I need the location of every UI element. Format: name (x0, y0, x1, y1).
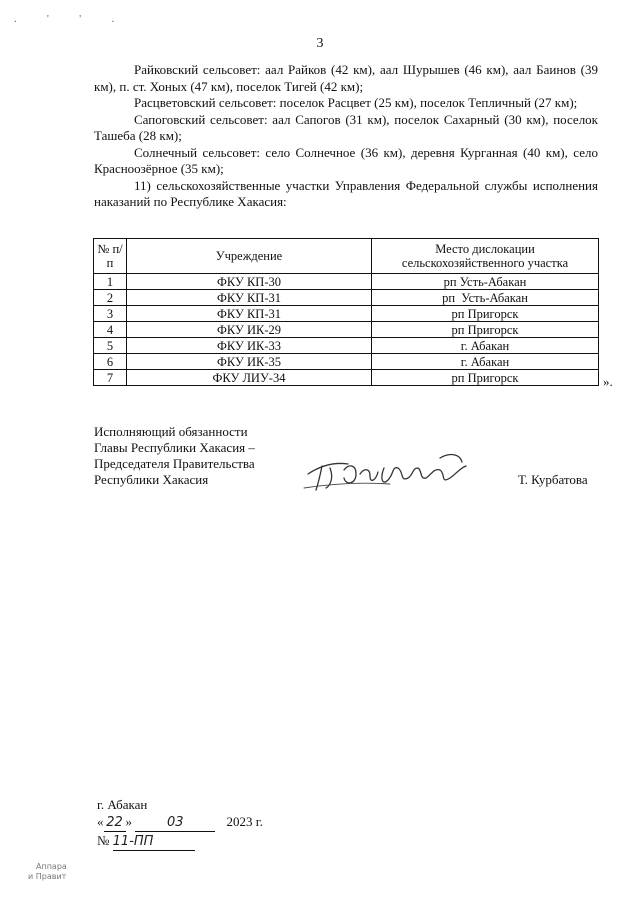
signatory-line: Главы Республики Хакасия – (94, 440, 255, 455)
body-text (94, 62, 598, 211)
cell-location: рп Пригорск (372, 322, 599, 338)
date-year: 2023 г. (226, 814, 263, 829)
table-header-row (94, 239, 599, 274)
cell-number: 5 (94, 338, 127, 354)
signatory-line: Исполняющий обязанности (94, 424, 248, 439)
paragraph: Райковский сельсовет: аал Райков (42 км), аал Шурышев (46 км), аал Баинов (39 км), п. ст. Хоных (47 км), поселок Тигей (42 км); (94, 62, 598, 94)
header-location: Место дислокации сельскохозяйственного участка (372, 239, 599, 274)
signatory-line: Республики Хакасия (94, 472, 209, 487)
cell-institution: ФКУ ИК-35 (127, 354, 372, 370)
handwritten-signature (300, 444, 475, 499)
cell-location: г. Абакан (372, 354, 599, 370)
signatory-line: Председателя Правительства (94, 456, 255, 471)
paragraph: Солнечный сельсовет: село Солнечное (36 км), деревня Курганная (40 км), село Красноозёрное (35 км); (94, 144, 598, 176)
cell-number: 2 (94, 290, 127, 306)
date-month: 03 (135, 814, 215, 832)
table-row (94, 306, 599, 322)
date-close-quote: » (125, 814, 132, 829)
cell-institution: ФКУ ИК-33 (127, 338, 372, 354)
table-row (94, 338, 599, 354)
cell-location: рп Пригорск (372, 306, 599, 322)
place-and-date (97, 796, 263, 851)
date-line (97, 813, 263, 832)
stamp-text (28, 862, 67, 882)
table-row (94, 354, 599, 370)
signatory-title (94, 424, 255, 488)
cell-number: 7 (94, 370, 127, 386)
header-institution: Учреждение (127, 239, 372, 274)
table-row (94, 370, 599, 386)
cell-number: 3 (94, 306, 127, 322)
cell-location: рп Усть-Абакан (372, 274, 599, 290)
header-number: № п/п (94, 239, 127, 274)
paragraph: 11) сельскохозяйственные участки Управления Федеральной службы исполнения наказаний по Республике Хакасия: (94, 177, 598, 209)
cell-location: г. Абакан (372, 338, 599, 354)
cell-location: рп Усть-Абакан (372, 290, 599, 306)
table-row (94, 290, 599, 306)
institutions-table (93, 238, 599, 386)
corner-marks: . ' ' . (14, 14, 129, 25)
closing-quote: ». (603, 374, 613, 389)
number-value: 11-ПП (113, 833, 195, 851)
date-day: 22 (104, 814, 126, 832)
signatory-name: Т. Курбатова (518, 472, 588, 487)
stamp-line: и Правит (28, 872, 67, 881)
paragraph: Сапоговский сельсовет: аал Сапогов (31 км), поселок Сахарный (30 км), поселок Ташеба (28 км); (94, 111, 598, 143)
cell-number: 1 (94, 274, 127, 290)
cell-institution: ФКУ ЛИУ-34 (127, 370, 372, 386)
cell-number: 6 (94, 354, 127, 370)
table-row (94, 274, 599, 290)
page-number: 3 (316, 36, 324, 51)
paragraph: Расцветовский сельсовет: поселок Расцвет (25 км), поселок Тепличный (27 км); (134, 95, 578, 110)
cell-institution: ФКУ КП-31 (127, 306, 372, 322)
cell-location: рп Пригорск (372, 370, 599, 386)
stamp-line: Аппара (36, 862, 67, 871)
number-line (97, 832, 263, 851)
cell-number: 4 (94, 322, 127, 338)
table-row (94, 322, 599, 338)
number-label: № (97, 833, 110, 848)
city-line: г. Абакан (97, 797, 148, 812)
cell-institution: ФКУ КП-30 (127, 274, 372, 290)
cell-institution: ФКУ ИК-29 (127, 322, 372, 338)
cell-institution: ФКУ КП-31 (127, 290, 372, 306)
date-open-quote: « (97, 814, 104, 829)
